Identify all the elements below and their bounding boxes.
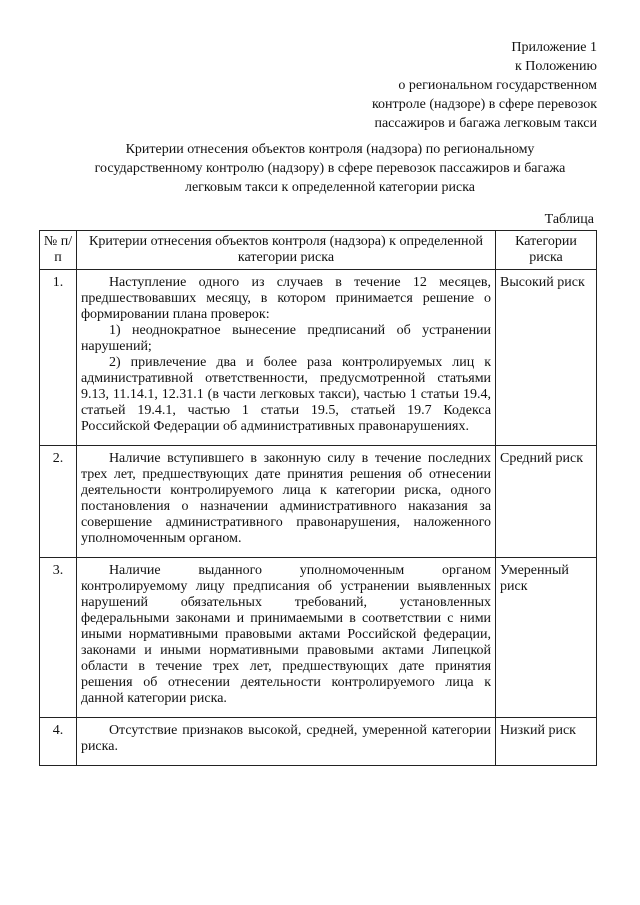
row-risk-category: Низкий риск <box>496 718 597 766</box>
criteria-paragraph: Наличие вступившего в законную силу в течение последних трех лет, предшествующих дате принятия решения об отнесении деятельности контролируемого лица к категории риска, одного постановления о назначении административного наказания за совершение административного правонарушения, наложенного уполномоченным органом. <box>80 451 492 546</box>
header-number: № п/п <box>40 231 77 270</box>
table-label: Таблица <box>544 212 594 227</box>
header-criteria: Критерии отнесения объектов контроля (надзора) к определенной категории риска <box>76 231 495 270</box>
row-number: 2. <box>40 446 77 558</box>
criteria-paragraph: Наличие выданного уполномоченным органом контролируемому лицу предписания об устранении выявленных нарушений обязательных требований, установленных федеральными законами и принимаемыми в соответствии с ними иными нормативными правовыми актами Российской федерации, законами и иными нормативными правовыми актами Липецкой области в течение трех лет, предшествующих дате принятия решения об отнесении деятельности контролируемого лица к данной категории риска. <box>80 563 492 706</box>
criteria-subitem: 2) привлечение два и более раза контролируемых лиц к административной ответственности, предусмотренной статьями 9.13, 11.14.1, 12.31.1 (в части легковых такси), частью 1 статьи 19.4, статьей 19.4.1, частью 1 статьи 19.5, статьей 19.7 Кодекса Российской Федерации об административных правонарушениях. <box>80 355 492 434</box>
row-criteria <box>76 718 495 766</box>
header-category: Категории риска <box>496 231 597 270</box>
appendix-line: Приложение 1 <box>511 40 597 55</box>
row-risk-category: Средний риск <box>496 446 597 558</box>
table-row <box>40 446 597 558</box>
document-title <box>60 140 600 197</box>
criteria-subitem: 1) неоднократное вынесение предписаний об устранении нарушений; <box>80 323 492 354</box>
criteria-paragraph: Наступление одного из случаев в течение 12 месяцев, предшествовавших месяцу, в котором принимается решение о формировании плана проверок: <box>80 275 492 322</box>
table-row <box>40 558 597 718</box>
row-criteria <box>76 270 495 446</box>
title-line: Критерии отнесения объектов контроля (надзора) по региональному <box>125 142 535 157</box>
table-row <box>40 718 597 766</box>
row-criteria <box>76 558 495 718</box>
title-line: государственному контролю (надзору) в сфере перевозок пассажиров и багажа <box>94 161 566 176</box>
row-risk-category: Умеренный риск <box>496 558 597 718</box>
risk-criteria-table <box>39 230 597 766</box>
row-risk-category: Высокий риск <box>496 270 597 446</box>
appendix-header <box>307 38 597 133</box>
appendix-line: о региональном государственном <box>398 78 597 93</box>
row-criteria <box>76 446 495 558</box>
row-number: 1. <box>40 270 77 446</box>
table-row <box>40 270 597 446</box>
appendix-line: к Положению <box>514 59 597 74</box>
title-line: легковым такси к определенной категории риска <box>184 180 476 195</box>
row-number: 4. <box>40 718 77 766</box>
appendix-line: контроле (надзоре) в сфере перевозок <box>371 97 597 112</box>
appendix-line: пассажиров и багажа легковым такси <box>374 116 597 131</box>
row-number: 3. <box>40 558 77 718</box>
table-header-row <box>40 231 597 270</box>
criteria-paragraph: Отсутствие признаков высокой, средней, умеренной категории риска. <box>80 723 492 754</box>
